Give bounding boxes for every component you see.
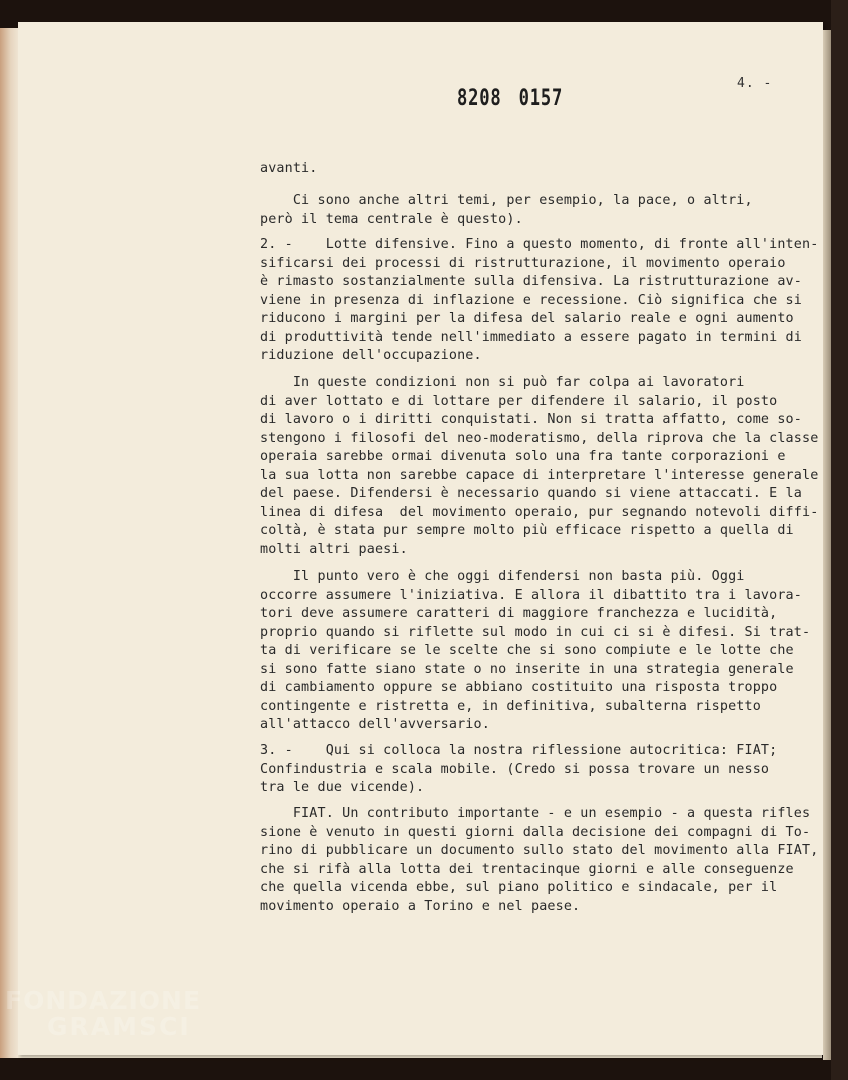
text-line: 3. - Qui si colloca la nostra riflessione autocritica: FIAT;: [260, 743, 778, 758]
paragraph-7: [260, 805, 819, 916]
page-left-edge: [0, 28, 18, 1058]
page-right-edge: [823, 30, 831, 1060]
text-line: contingente e ristretta e, in definitiva, subalterna rispetto: [260, 698, 761, 714]
text-line: riduzione dell'occupazione.: [260, 348, 482, 363]
text-line: però il tema centrale è questo).: [260, 211, 523, 227]
watermark-line-2: GRAMSCI: [47, 1012, 191, 1041]
text-line: In queste condizioni non si può far colpa ai lavoratori: [260, 375, 745, 390]
paragraph-4: [260, 374, 819, 559]
text-line: di cambiamento oppure se abbiano costituito una risposta troppo: [260, 680, 778, 695]
text-line: di produttività tende nell'immediato a essere pagato in termini di: [260, 329, 802, 345]
text-line: di aver lottato e di lottare per difendere il salario, il posto: [260, 393, 778, 409]
text-line: sione è venuto in questi giorni dalla decisione dei compagni di To-: [260, 824, 811, 840]
text-line: che quella vicenda ebbe, sul piano politico e sindacale, per il: [260, 880, 778, 895]
text-line: proprio quando si riflette sul modo in cui ci si è difesi. Si trat-: [260, 624, 811, 640]
paragraph-6: [260, 742, 805, 798]
text-line: all'attacco dell'avversario.: [260, 717, 490, 732]
text-line: ta di verificare se le scelte che si sono compiute e le lotte che: [260, 643, 794, 658]
text-line: viene in presenza di inflazione e recessione. Ciò significa che si: [260, 292, 802, 308]
text-line: tori deve assumere caratteri di maggiore franchezza e lucidità,: [260, 606, 778, 621]
text-line: sificarsi dei processi di ristrutturazione, il movimento operaio: [260, 255, 786, 271]
paragraph-3: [260, 236, 819, 366]
text-line: stengono i filosofi del neo-moderatismo, della riprova che la classe: [260, 430, 819, 446]
text-line: riducono i margini per la difesa del salario reale e ogni aumento: [260, 311, 794, 326]
text-line: occorre assumere l'iniziativa. E allora il dibattito tra i lavora-: [260, 587, 802, 603]
fondazione-gramsci-watermark: [5, 988, 201, 1040]
text-line: movimento operaio a Torino e nel paese.: [260, 898, 581, 914]
text-line: Il punto vero è che oggi difendersi non basta più. Oggi: [260, 569, 745, 584]
text-line: molti altri paesi.: [260, 541, 408, 557]
archive-number: [457, 86, 580, 111]
text-line: operaia sarebbe ormai divenuta solo una fra tante corporazioni e: [260, 449, 786, 464]
paragraph-5: [260, 568, 811, 735]
text-line: avanti.: [260, 161, 318, 176]
paragraph-2: [260, 192, 805, 229]
text-line: rino di pubblicare un documento sullo stato del movimento alla FIAT,: [260, 843, 819, 858]
scan-border: [831, 0, 848, 1080]
watermark-line-1: FONDAZIONE: [5, 986, 202, 1015]
text-line: è rimasto sostanzialmente sulla difensiva. La ristrutturazione av-: [260, 274, 802, 289]
text-line: coltà, è stata pur sempre molto più efficace rispetto a quella di: [260, 523, 794, 538]
text-line: la sua lotta non sarebbe capace di interpretare l'interesse generale: [260, 467, 819, 483]
page-number: 4. -: [737, 76, 773, 91]
text-line: Confindustria e scala mobile. (Credo si possa trovare un nesso: [260, 761, 770, 777]
text-line: si sono fatte siano state o no inserite in una strategia generale: [260, 661, 794, 677]
archive-number-sheet: 0157: [518, 86, 564, 111]
text-line: che si rifà alla lotta dei trentacinque giorni e alle conseguenze: [260, 861, 794, 877]
text-line: linea di difesa del movimento operaio, pur segnando notevoli diffi-: [260, 504, 819, 520]
text-line: FIAT. Un contributo importante - e un esempio - a questa rifles: [260, 806, 811, 821]
text-line: tra le due vicende).: [260, 780, 425, 795]
text-line: 2. - Lotte difensive. Fino a questo momento, di fronte all'inten-: [260, 237, 819, 252]
text-line: Ci sono anche altri temi, per esempio, la pace, o altri,: [260, 193, 753, 208]
paragraph-1: [260, 160, 805, 179]
archive-number-series: 8208: [457, 86, 502, 111]
text-line: di lavoro o i diritti conquistati. Non si tratta affatto, come so-: [260, 412, 802, 427]
text-line: del paese. Difendersi è necessario quando si viene attaccati. E la: [260, 486, 802, 501]
